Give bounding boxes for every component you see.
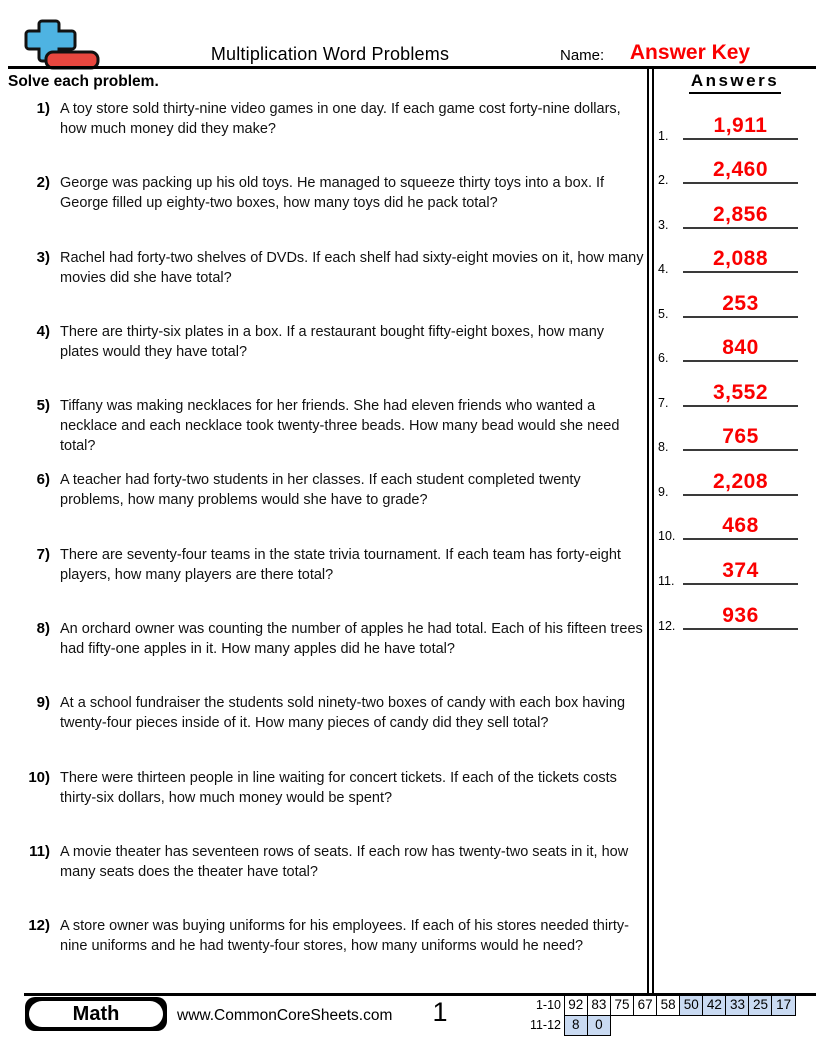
answer-number: 5. [658,306,669,321]
answer-value: 2,208 [712,469,769,493]
problem-number: 2) [36,174,50,192]
problem-text: There are thirty-six plates in a box. If a restaurant bought fifty-eight boxes, how many plates would they have total? [60,323,605,360]
answer-underline [683,316,798,318]
problem-row [8,173,646,247]
score-table [527,995,796,1036]
problem-row [8,396,646,470]
answer-number: 11. [658,574,675,589]
score-cell: 25 [748,995,773,1016]
header-rule [8,66,816,69]
problem-number: 3) [36,248,50,266]
answers-heading: Answers [689,71,781,94]
answer-value: 468 [722,514,759,538]
answer-item [653,103,814,148]
problem-number: 9) [36,694,50,712]
answer-number: 8. [658,440,669,455]
problem-row [8,99,646,173]
answer-underline [683,360,798,362]
answer-underline [683,227,798,229]
answers-heading-wrap [656,71,814,94]
answer-value: 936 [722,603,759,627]
problem-row [8,470,646,544]
answer-item [653,459,814,504]
score-cell: 33 [725,995,750,1016]
problem-text: At a school fundraiser the students sold ninety-two boxes of candy with each box having twenty-four pieces inside of it. How many pieces of candy did they sell total? [60,695,626,732]
answer-item [653,281,814,326]
score-cell: 67 [633,995,658,1016]
answer-underline [683,494,798,496]
answer-value: 253 [722,291,759,315]
answer-underline [683,583,798,585]
problem-text: A movie theater has seventeen rows of seats. If each row has twenty-two seats in it, how many seats does the theater have total? [60,843,629,880]
answer-item [653,370,814,415]
problem-row [8,693,646,767]
answer-underline [683,182,798,184]
score-cell: 83 [587,995,612,1016]
problem-number: 1) [36,100,50,117]
problem-number: 4) [36,322,50,340]
answer-value: 374 [722,559,759,583]
answer-value: 3,552 [712,380,769,404]
problem-number: 6) [36,471,50,489]
problem-number: 5) [36,397,50,415]
problem-number: 11) [29,842,50,860]
answer-underline [683,271,798,273]
answer-number: 1. [658,128,669,143]
problem-text: There were thirteen people in line waiting for concert tickets. If each of the tickets costs thirty-six dollars, how much money would be spent? [60,769,617,806]
answer-item [653,548,814,593]
problem-text: A teacher had forty-two students in her classes. If each student completed twenty problems, how many problems would she have to grade? [60,472,581,509]
answer-number: 4. [658,262,669,277]
math-logo-pill [29,1001,163,1027]
answer-item [653,504,814,549]
problem-text: An orchard owner was counting the number of apples he had total. Each of his fifteen trees had fifty-one apples in it. How many apples did he have total? [60,621,643,658]
score-cell: 50 [679,995,704,1016]
answer-item [653,192,814,237]
problem-row [8,545,646,619]
page-title: Multiplication Word Problems [210,44,450,64]
answer-value: 765 [722,425,759,449]
answer-number: 10. [658,529,676,544]
score-cell: 75 [610,995,635,1016]
problem-text: There are seventy-four teams in the state trivia tournament. If each team has forty-eight players, how many players are there total? [60,546,621,583]
problems-list [8,99,646,991]
score-cell: 0 [587,1015,612,1036]
problem-number: 10) [28,768,50,786]
answer-number: 12. [658,618,676,633]
answer-item [653,148,814,193]
answer-item [653,415,814,460]
score-cell: 42 [702,995,727,1016]
problem-number: 7) [36,545,50,563]
problem-row [8,248,646,322]
score-row [527,1015,796,1036]
score-row-label: 11-12 [529,1017,561,1032]
score-cell: 8 [564,1015,589,1036]
answer-underline [683,449,798,451]
instruction-text: Solve each problem. [8,73,159,90]
answer-number: 6. [658,351,669,366]
answer-item [653,237,814,282]
website-text: www.CommonCoreSheets.com [177,1007,393,1024]
answer-underline [683,138,798,140]
answers-list [653,103,814,638]
page-number: 1 [432,997,448,1027]
answer-number: 7. [658,395,669,410]
answer-item [653,593,814,638]
math-logo [25,997,167,1031]
name-label: Name: [560,47,605,64]
answer-value: 2,856 [712,202,769,226]
answer-value: 1,911 [713,113,768,137]
answer-underline [683,538,798,540]
score-row [527,995,796,1016]
problem-text: Tiffany was making necklaces for her friends. She had eleven friends who wanted a necklace and each necklace took twenty-three beads. How many bead would she need total? [60,398,620,455]
answer-number: 9. [658,484,669,499]
problem-row [8,768,646,842]
problem-row [8,842,646,916]
answer-value: 840 [722,336,759,360]
problem-text: George was packing up his old toys. He managed to squeeze thirty toys into a box. If George filled up eighty-two boxes, how many toys did he pack total? [60,175,605,212]
answer-number: 2. [658,173,669,188]
math-logo-label: Math [72,1002,120,1025]
score-cell: 17 [771,995,796,1016]
score-row-label: 1-10 [535,998,561,1012]
problem-text: A store owner was buying uniforms for his employees. If each of his stores needed thirty-nine uniforms and he had twenty-four stores, how many uniforms would he need? [60,918,629,955]
problem-number: 12) [28,917,50,935]
problem-number: 8) [36,620,50,638]
score-cell: 58 [656,995,681,1016]
problem-row [8,916,646,990]
problem-text: Rachel had forty-two shelves of DVDs. If each shelf had sixty-eight movies on it, how many movies did she have total? [60,249,644,286]
answer-key-label: Answer Key [629,41,751,64]
answer-underline [683,405,798,407]
answer-underline [683,628,798,630]
score-cell: 92 [564,995,589,1016]
answer-value: 2,088 [712,247,769,271]
answer-value: 2,460 [712,158,769,182]
answer-item [653,326,814,371]
answer-number: 3. [658,217,669,232]
problem-row [8,619,646,693]
problem-row [8,322,646,396]
problem-text: A toy store sold thirty-nine video games in one day. If each game cost forty-nine dollars, how much money did they make? [60,101,621,137]
